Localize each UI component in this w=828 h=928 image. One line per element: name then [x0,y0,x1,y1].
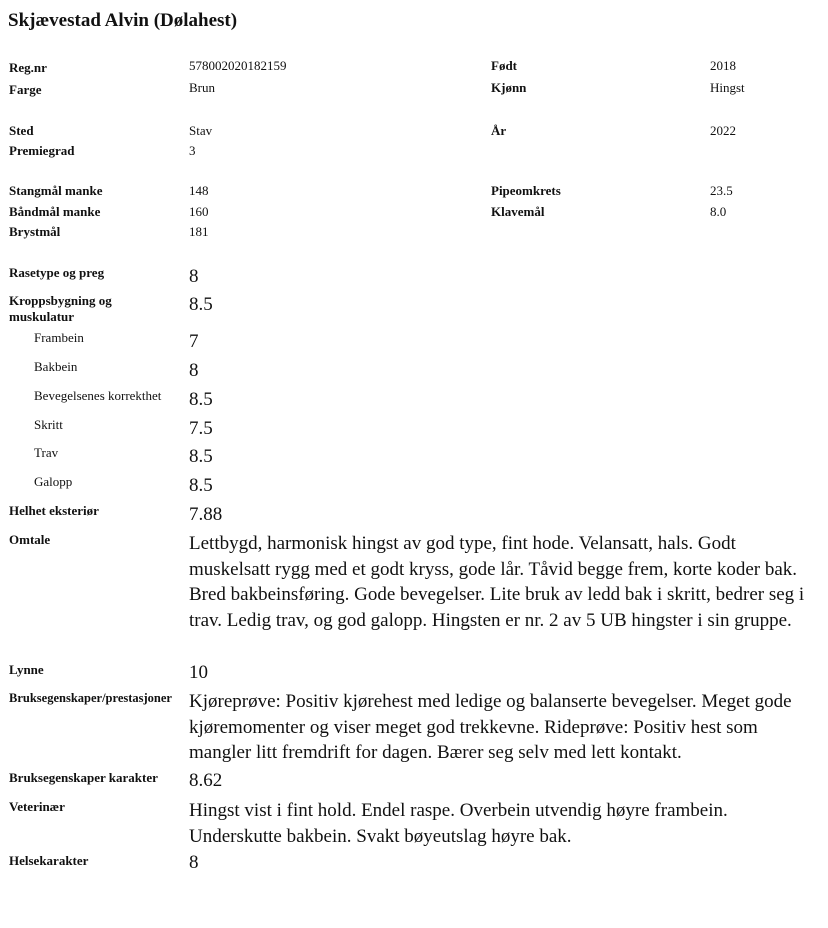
bruksegenskaper-text: Kjøreprøve: Positiv kjørehest med ledige og balanserte bevegelser. Meget gode kjøremomenter og viser meget god trekkevne. Rideprøve: Positiv hest som mangler litt fremdrift for dagen. Bærer seg selv med lett kontakt. [189,691,792,763]
stangmal-value: 148 [189,183,209,198]
page-title: Skjævestad Alvin (Dølahest) [8,10,238,31]
bruksegenskaper-label: Bruksegenskaper/prestasjoner [9,691,172,705]
bandmal-value: 160 [189,204,209,219]
frambein-label: Frambein [34,330,84,345]
fodt-label: Født [491,58,517,73]
farge-label: Farge [9,82,42,97]
lynne-value: 10 [189,662,208,683]
kroppsbygning-label: Kroppsbygning og muskulatur [9,293,112,324]
bakbein-label: Bakbein [34,359,78,374]
premiegrad-value: 3 [189,143,196,158]
kjonn-value: Hingst [710,80,745,95]
helsekarakter-label: Helsekarakter [9,853,89,868]
bakbein-value: 8 [189,360,199,381]
galopp-value: 8.5 [189,475,213,496]
pipeomkrets-label: Pipeomkrets [491,183,561,198]
pipeomkrets-value: 23.5 [710,183,733,198]
brystmal-label: Brystmål [9,224,61,239]
veterinar-label: Veterinær [9,799,65,814]
galopp-label: Galopp [34,474,73,489]
regnr-value: 578002020182159 [189,58,287,73]
sted-label: Sted [9,123,34,138]
veterinar-text: Hingst vist i fint hold. Endel raspe. Overbein utvendig høyre frambein. Underskutte bakbein. Svakt bøyeutslag høyre bak. [189,800,728,847]
skritt-value: 7.5 [189,418,213,439]
helhet-value: 7.88 [189,504,223,525]
korrekthet-value: 8.5 [189,389,213,410]
klavemal-label: Klavemål [491,204,545,219]
helsekarakter-value: 8 [189,852,199,873]
farge-value: Brun [189,80,215,95]
frambein-value: 7 [189,331,199,352]
bandmal-label: Båndmål manke [9,204,101,219]
brystmal-value: 181 [189,224,209,239]
bruksegenskaper-karakter-value: 8.62 [189,770,223,791]
stangmal-label: Stangmål manke [9,183,103,198]
bruksegenskaper-karakter-label: Bruksegenskaper karakter [9,770,158,785]
lynne-label: Lynne [9,662,44,677]
helhet-label: Helhet eksteriør [9,503,99,518]
premiegrad-label: Premiegrad [9,143,75,158]
fodt-value: 2018 [710,58,736,73]
klavemal-value: 8.0 [710,204,727,219]
rasetype-value: 8 [189,266,199,287]
skritt-label: Skritt [34,417,63,432]
trav-value: 8.5 [189,446,213,467]
ar-value: 2022 [710,123,736,138]
ar-label: År [491,123,507,138]
rasetype-label: Rasetype og preg [9,265,105,280]
kroppsbygning-value: 8.5 [189,294,213,315]
kjonn-label: Kjønn [491,80,527,95]
omtale-text: Lettbygd, harmonisk hingst av god type, fint hode. Velansatt, hals. Godt muskelsatt rygg med et godt kryss, gode lår. Tåvid begge frem, korte koder bak. Bred bakbeinsføring. Gode bevegelser. Lite bruk av ledd bak i skritt, bedrer seg i trav. Ledig trav, og god galopp. Hingsten er nr. 2 av 5 UB hingster i sin gruppe. [189,533,805,631]
sted-value: Stav [189,123,213,138]
regnr-label: Reg.nr [9,60,47,75]
korrekthet-label: Bevegelsenes korrekthet [34,388,162,403]
trav-label: Trav [34,445,59,460]
omtale-label: Omtale [9,532,51,547]
